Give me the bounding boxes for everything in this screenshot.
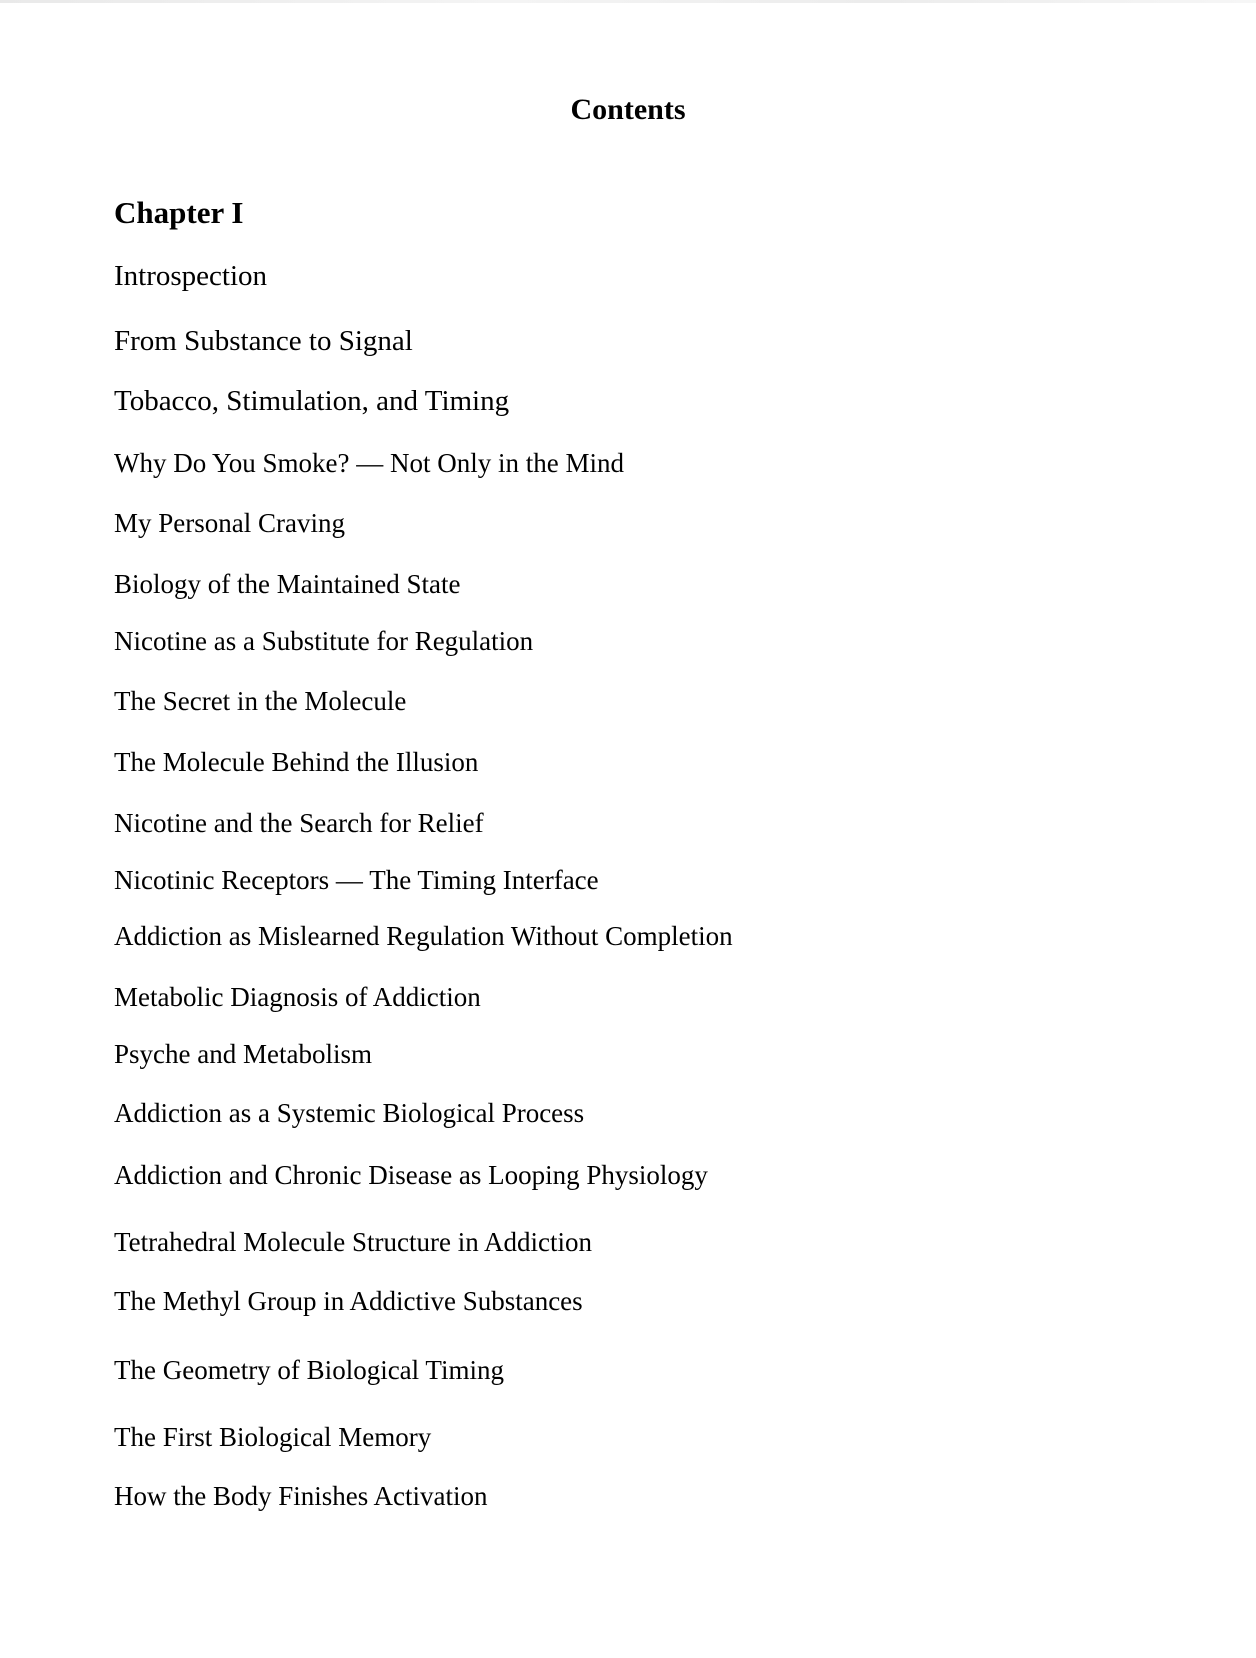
toc-entry-addiction-systemic-process[interactable]: Addiction as a Systemic Biological Process (114, 1098, 585, 1128)
toc-entry-geometry-biological-timing[interactable]: The Geometry of Biological Timing (114, 1355, 504, 1385)
toc-entry-introspection[interactable]: Introspection (114, 260, 268, 292)
toc-entry-why-do-you-smoke[interactable]: Why Do You Smoke? — Not Only in the Mind (114, 448, 625, 478)
toc-entry-tetrahedral-structure[interactable]: Tetrahedral Molecule Structure in Addiction (114, 1227, 592, 1257)
toc-entry-addiction-chronic-disease[interactable]: Addiction and Chronic Disease as Looping Physiology (114, 1160, 708, 1190)
toc-entry-methyl-group[interactable]: The Methyl Group in Addictive Substances (114, 1286, 583, 1316)
toc-entry-first-biological-memory[interactable]: The First Biological Memory (114, 1422, 432, 1452)
toc-entry-my-personal-craving[interactable]: My Personal Craving (114, 508, 345, 538)
toc-entry-body-finishes-activation[interactable]: How the Body Finishes Activation (114, 1481, 488, 1511)
toc-entry-molecule-behind-illusion[interactable]: The Molecule Behind the Illusion (114, 747, 479, 777)
toc-entry-psyche-metabolism[interactable]: Psyche and Metabolism (114, 1039, 372, 1069)
toc-entry-metabolic-diagnosis[interactable]: Metabolic Diagnosis of Addiction (114, 982, 481, 1012)
toc-entry-secret-in-molecule[interactable]: The Secret in the Molecule (114, 686, 407, 716)
toc-entry-biology-maintained-state[interactable]: Biology of the Maintained State (114, 569, 461, 599)
toc-entry-addiction-mislearned-regulation[interactable]: Addiction as Mislearned Regulation Without Completion (114, 921, 733, 951)
toc-entry-nicotine-substitute-regulation[interactable]: Nicotine as a Substitute for Regulation (114, 626, 534, 656)
page-top-edge (0, 0, 1256, 3)
toc-entry-from-substance-to-signal[interactable]: From Substance to Signal (114, 325, 413, 357)
chapter-heading: Chapter I (114, 195, 244, 230)
toc-entry-tobacco-stimulation-timing[interactable]: Tobacco, Stimulation, and Timing (114, 385, 510, 417)
page-title: Contents (570, 93, 686, 126)
toc-entry-nicotine-search-relief[interactable]: Nicotine and the Search for Relief (114, 808, 484, 838)
toc-entry-nicotinic-receptors[interactable]: Nicotinic Receptors — The Timing Interface (114, 865, 599, 895)
